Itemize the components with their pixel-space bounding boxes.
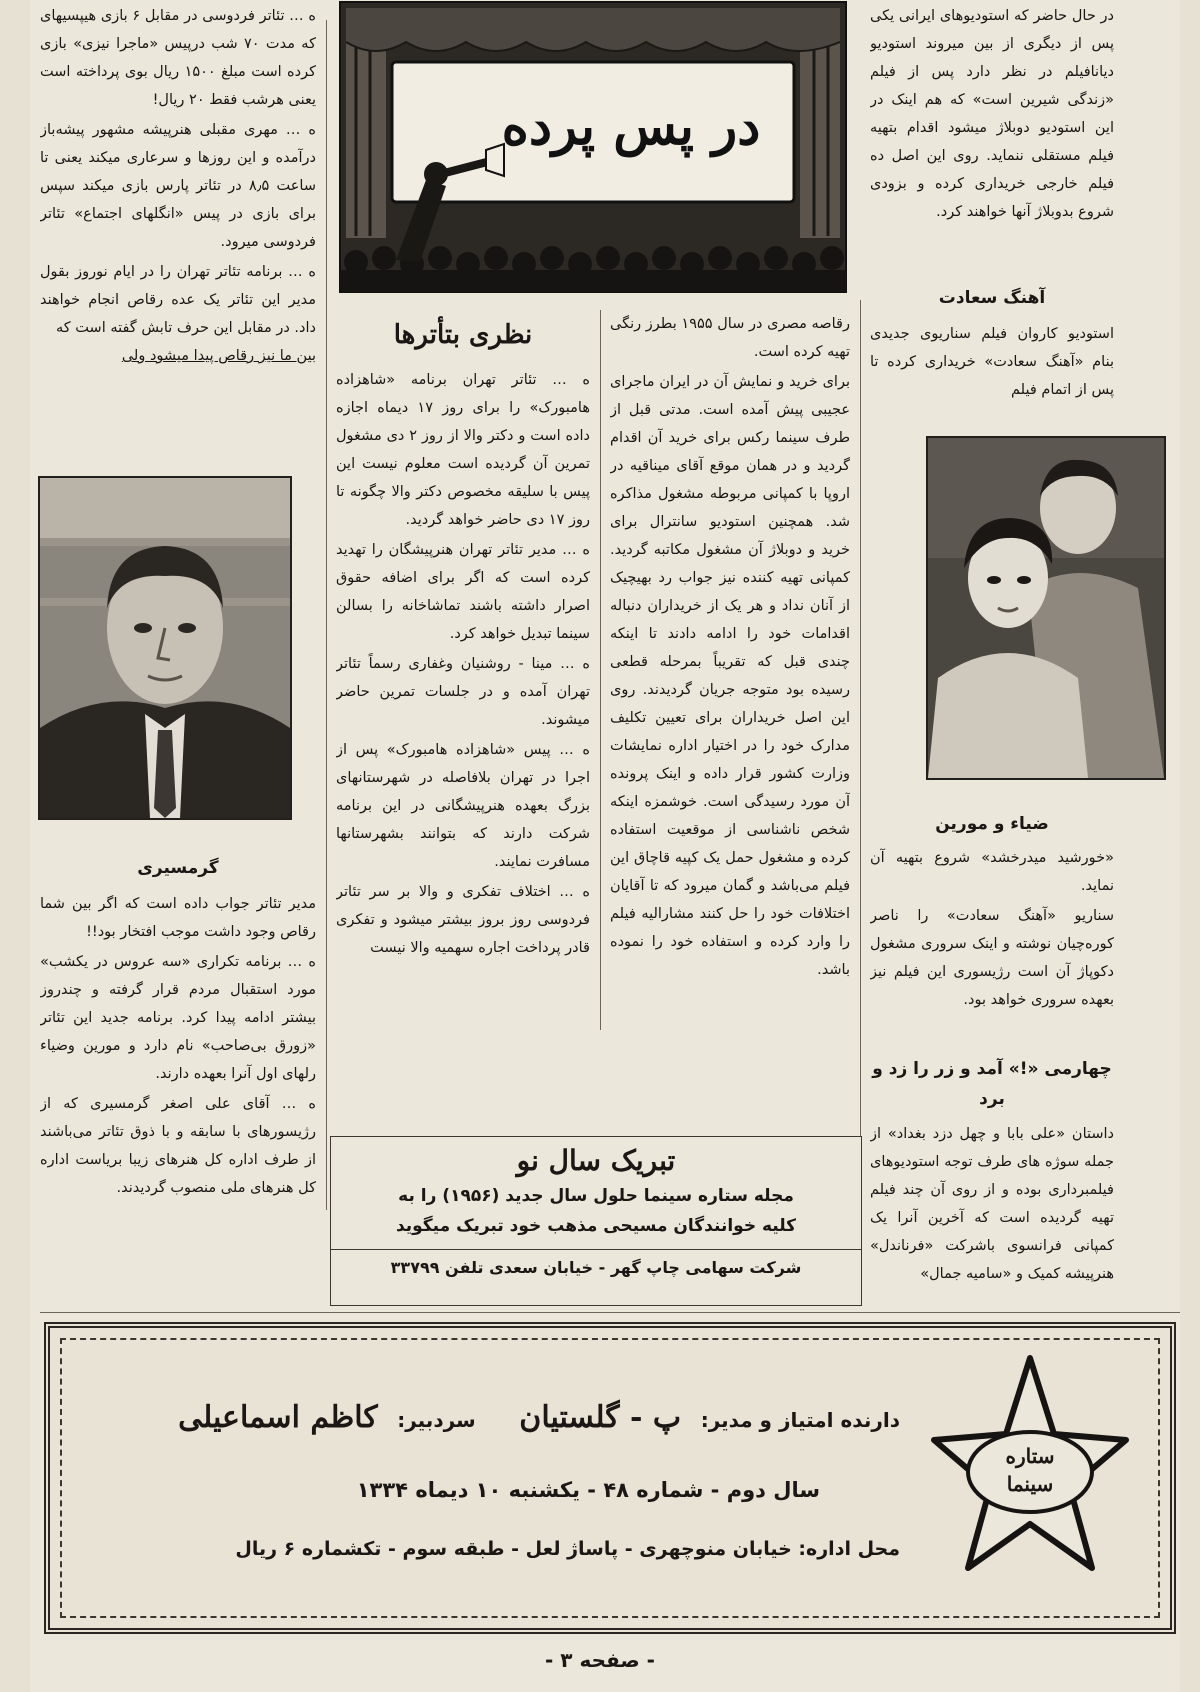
greeting-title: تبریک سال نو	[516, 1144, 676, 1177]
news-item: ه … مینا - روشنیان وغفاری رسماً تئاتر تهران آمده و در جلسات تمرین حاضر میشوند.	[336, 656, 590, 728]
news-item: داستان «علی بابا و چهل دزد بغداد» از جمله سوژه های طرف توجه استودیوهای فیلمبرداری بوده و از روی آن چند فیلم تهیه گردیده است که آخرین آنرا یک کمپانی فرانسوی باشرکت «فرناندل» هنرپیشه کمیک و «سامیه جمال»	[870, 1126, 1114, 1282]
issue-line: سال دوم - شماره ۴۸ - یکشنبه ۱۰ دیماه ۱۳۳۴	[356, 1478, 820, 1502]
news-item: ه … آقای علی اصغر گرمسیری که از رژیسورهای با سابقه و با ذوق تئاتر می‌باشند از طرف اداره کل هنرهای زیبا بریاست اداره کل هنرهای ملی منصوب گردیدند.	[40, 1096, 316, 1196]
column-divider	[326, 20, 327, 1210]
news-item: ه … پیس «شاهزاده هامبورک» پس از اجرا در تهران بلافاصله در شهرستانهای بزرگ بعهده هنرپیشگانی در این برنامه شرکت دارند که بتوانند بشهرستانها مسافرت نمایند.	[336, 742, 590, 870]
news-item: مدیر تئاتر جواب داده است که اگر بین شما رقاص وجود داشت موجب افتخار بود!!	[40, 896, 316, 940]
news-item: رقاصه مصری در سال ۱۹۵۵ بطرز رنگی تهیه کرده است.	[610, 316, 850, 360]
editor-value: کاظم اسماعیلی	[178, 1400, 378, 1435]
news-item: ه … مهری مقبلی هنرپیشه مشهور پیشه‌باز درآمده و این روزها و سرعاری میکند یعنی تا ساعت ۸٫۵ در تئاتر پارس بازی میکند سپس برای بازی در پیس «انگلهای اجتماع» تئاتر فردوسی میرود.	[40, 122, 316, 250]
greeting-box	[330, 1136, 862, 1306]
column-right-bottom	[870, 842, 1114, 1042]
column-left-top	[40, 0, 316, 440]
masthead-box	[44, 1322, 1176, 1634]
news-item: ه … تئاتر فردوسی در مقابل ۶ بازی هیپسیهای که مدت ۷۰ شب درپیس «ماجرا نیزی» بازی کرده است مبلغ ۱۵۰۰ ریال بوی پرداخته است یعنی هرشب فقط ۲۰ ریال!	[40, 8, 316, 108]
page-number: - صفحه ۳ -	[545, 1648, 655, 1672]
news-item: ه … اختلاف تفکری و والا بر سر تئاتر فردوسی روز بروز بیشتر میشود و تفکری قادر پرداخت اجاره سهمیه والا نیست	[336, 884, 590, 956]
editor-label: سردبیر:	[397, 1408, 476, 1432]
header-title: در پس پرده	[501, 96, 761, 157]
column-divider	[860, 300, 861, 1210]
ahang-heading: آهنگ سعادت	[938, 288, 1046, 308]
ali-baba-heading: چهارمی «!» آمد و زر را زد و برد	[872, 1059, 1112, 1109]
column-left-bottom	[40, 888, 316, 1308]
license-value: پ - گلستیان	[519, 1400, 682, 1435]
portrait-caption: گرمسیری	[137, 858, 219, 878]
news-item: ه … تئاتر تهران برنامه «شاهزاده هامبورک» را برای روز ۱۷ دیماه اجازه داده است و دکتر والا از روز ۲ دی مشغول تمرین آن گردیده است معلوم نیست این پیس با سلیقه مخصوص دکتر والا چگونه تا روز ۱۷ دی حاضر خواهد گردید.	[336, 372, 590, 528]
address-line: محل اداره: خیابان منوچهری - پاساژ لعل - طبقه سوم - تکشماره ۶ ریال	[235, 1538, 900, 1560]
news-item: برای خرید و نمایش آن در ایران ماجرای عجیبی پیش آمده است. مدتی قبل از طرف سینما رکس برای خرید آن اقدام گردید و در همان موقع آقای میناقیه در اروپا با کمپانی مربوطه مشغول مذاکره شد. همچنین استودیو سانترال برای خرید و دوبلاژ آن مشغول مکاتبه گردید. کمپانی تهیه کننده نیز جواب رد بهیچیک از آنان نداد و هر یک از خریداران دنباله اقدامات خود را ادامه دادند تا اینکه چندی قبل که تقریباً بمرحله قطعی رسیده بود متوجه جریان گردیدند. روی این اصل خریداران برای تعیین تکلیف مدارک خود را در اختیار اداره نمایشات وزارت کشور قرار داده و اینک پرونده آن مورد رسیدگی است. خوشمزه اینکه شخص ناشناسی از موقعیت استفاده کرده و مشغول حمل یک کپیه قاچاق این فیلم می‌باشد و گمان میرود که تا آقایان اختلافات خود را حل کنند مشارالیه فیلم را وارد کرده و استفاده خود را نموده باشد.	[610, 374, 850, 978]
logo-text-1: ستاره	[1005, 1444, 1055, 1468]
masthead-license-row	[130, 1400, 900, 1435]
news-item: ه … مدیر تئاتر تهران هنرپیشگان را تهدید کرده است که اگر برای اضافه حقوق اصرار داشته باشند تماشاخانه را بسالن سینما تبدیل خواهد کرد.	[336, 542, 590, 642]
portrait-photo	[38, 476, 292, 820]
license-label: دارنده امتیاز و مدیر:	[700, 1408, 900, 1432]
column-right-bottom-2	[870, 1118, 1114, 1308]
header-illustration	[336, 0, 850, 296]
theaters-heading: نظری بتأترها	[393, 320, 533, 350]
newspaper-page	[30, 0, 1180, 1692]
cinema-star-logo	[930, 1348, 1130, 1588]
news-item: ه … برنامه تکراری «سه عروس در یکشب» مورد استقبال مردم قرار گرفته و چندروز بیشتر ادامه پیدا کرد. برنامه جدید این تئاتر «زورق بی‌صاحب» نام دارد و مورین وضیاء رلهای اول آنرا بعهده دارند.	[40, 954, 316, 1082]
column-divider	[600, 310, 601, 1030]
news-item: استودیو کاروان فیلم سناریوی جدیدی بنام «آهنگ سعادت» خریداری کرده تا پس از اتمام فیلم	[870, 326, 1114, 398]
news-item: در حال حاضر که استودیوهای ایرانی یکی پس از دیگری از بین میروند استودیو دیانافیلم در نظر دارد پس از فیلم «زندگی شیرین است» که هم اینک در این استودیو دوبلاژ میشود اقدام بتهیه فیلم مستقلی ننماید. روی این اصل ده فیلم خارجی خریداری کرده و بزودی شروع بدوبلاژ آنها خواهند کرد.	[870, 8, 1114, 220]
greeting-line-2: کلیه خوانندگان مسیحی مذهب خود تبریک میگوید	[395, 1216, 797, 1236]
section-divider	[40, 1312, 1180, 1313]
star-icon	[930, 1348, 1130, 1588]
news-item: ه … برنامه تئاتر تهران را در ایام نوروز بقول مدیر این تئاتر یک عده رقاص انجام خواهند داد. در مقابل این حرف تابش گفته است که	[40, 264, 316, 336]
column-right-mid	[870, 318, 1114, 430]
news-item-underlined: بین ما نیز رقاص پیدا میشود ولی	[121, 348, 316, 364]
couple-photo	[926, 436, 1166, 780]
column-mid-left	[336, 364, 590, 1154]
couple-caption: ضیاء و مورین	[935, 814, 1049, 834]
news-item: سناریو «آهنگ سعادت» را ناصر کوره‌چیان نوشته و اینک سروری مشغول دکوپاژ آن است رژیسوری این فیلم نیز بعهده سروری خواهد بود.	[870, 908, 1114, 1008]
logo-text-2: سینما	[1006, 1472, 1054, 1496]
column-mid-right	[610, 308, 850, 1128]
greeting-line-1: مجله ستاره سینما حلول سال جدید (۱۹۵۶) را به	[398, 1186, 794, 1206]
couple-photo-icon	[928, 438, 1164, 778]
greeting-footer: شرکت سهامی چاپ گهر - خیابان سعدی تلفن ۳۳۷۹۹	[331, 1249, 861, 1286]
news-item: «خورشید میدرخشد» شروع بتهیه آن نماید.	[870, 850, 1114, 894]
column-right-top	[870, 0, 1114, 290]
portrait-photo-icon	[40, 478, 290, 818]
